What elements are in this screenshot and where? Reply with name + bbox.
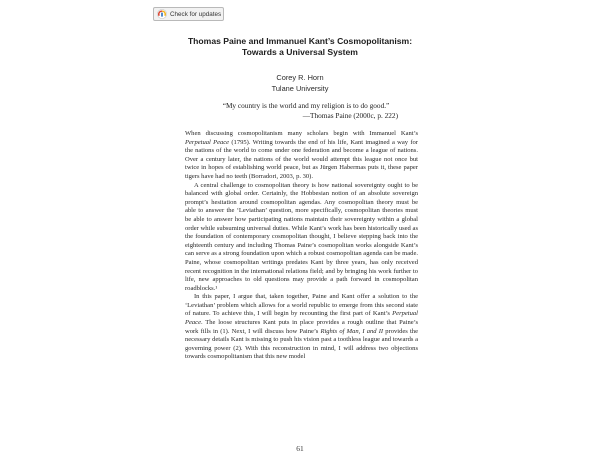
text-run: . The loose structures Kant puts in place provides a rough outline that Paine’s work fills in (1). Next, I will discuss how Paine’s xyxy=(185,319,418,335)
epigraph-attribution: —Thomas Paine (2000c, p. 222) xyxy=(302,111,398,120)
author-name: Corey R. Horn xyxy=(276,73,324,82)
check-for-updates-icon xyxy=(157,9,167,19)
paper-title xyxy=(150,36,450,58)
check-for-updates-button[interactable] xyxy=(153,7,224,21)
check-for-updates-label: Check for updates xyxy=(170,10,222,18)
text-run: (1795). Writing towards the end of his life, Kant imagined a way for the nations of the world to come under one federation and become a league of nations. Over a century later, the nations of the world would attempt this league not once but twice in hopes of establishing world peace, but as Jürgen Habermas puts it, these paper tigers have had no teeth (Borradori, 2003, p. 30). xyxy=(185,138,418,180)
body-paragraph xyxy=(185,293,418,362)
body-paragraph xyxy=(185,182,418,294)
italic-title-run: Perpetual Peace xyxy=(185,138,230,146)
epigraph xyxy=(200,101,410,121)
author-affiliation: Tulane University xyxy=(271,84,329,93)
paper-title-line-1: Thomas Paine and Immanuel Kant’s Cosmopolitanism: xyxy=(187,36,413,46)
epigraph-quote: “My country is the world and my religion is to do good.” xyxy=(222,101,390,110)
body-paragraph xyxy=(185,130,418,182)
text-run: A central challenge to cosmopolitan theory is how national sovereignty ought to be balanced with global order. Certainly, the Hobbesian notion of an absolute sovereign prompt’s hesitation around cosmopolitan agendas. Any cosmopolitan theory must be able to answer the ‘Leviathan’ question, more specifically, cosmopolitan theories must be able to answer how participating nations maintain their sovereignty within a global order while subsuming universal duties. While Kant’s work has been historically used as the foundation of contemporary cosmopolitan thought, I believe stepping back into the eighteenth century and including Thomas Paine’s cosmopolitan works alongside Kant’s can serve as a strong foundation upon which a robust cosmopolitan agenda can be made. Paine, whose cosmopolitan writings predates Kant by three years, has only received recent recognition in the international relations field; and by bringing his work further to life, new approaches to old questions may provide a path forward in cosmopolitan roadblocks.¹ xyxy=(185,181,418,292)
body-text xyxy=(185,130,418,362)
text-run: In this paper, I argue that, taken together, Paine and Kant offer a solution to the ‘Leviathan’ problem which allows for a world republic to emerge from this second state of nature. To achieve this, I will begin by recounting the first part of Kant’s xyxy=(185,293,418,318)
italic-title-run: Rights of Man, I and II xyxy=(320,327,384,335)
text-run: provides the necessary details Kant is missing to push his vision past a toothless league and towards a governing power (2). With this reconstruction in mind, I will address two objections towards cosmopolitanism that this new model xyxy=(185,327,418,361)
text-run: When discussing cosmopolitanism many scholars begin with Immanuel Kant’s xyxy=(185,130,418,137)
page-number: 61 xyxy=(296,444,304,453)
italic-title-run: Perpetual Peace xyxy=(185,310,418,327)
paper-title-line-2: Towards a Universal System xyxy=(242,47,358,57)
